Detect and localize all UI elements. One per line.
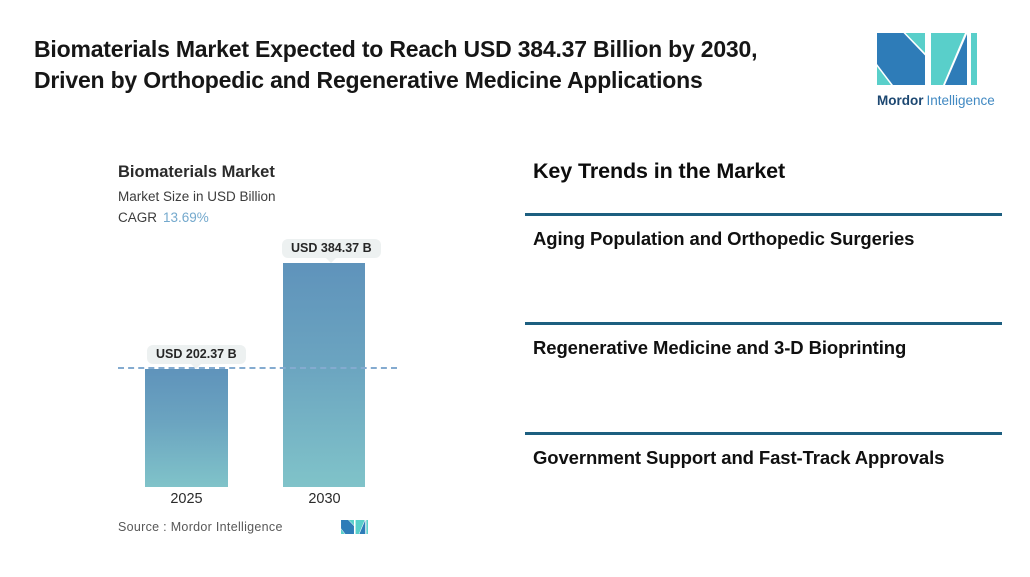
trend-divider (525, 432, 1002, 435)
cagr-label: CAGR (118, 210, 158, 225)
trend-row (525, 432, 1002, 472)
trend-label: Regenerative Medicine and 3-D Bioprinting (533, 337, 907, 358)
trends-heading: Key Trends in the Market (533, 159, 786, 183)
chart-cagr (118, 210, 209, 225)
chart-subtitle: Market Size in USD Billion (118, 189, 276, 204)
trend-row (525, 213, 1002, 253)
trend-label: Aging Population and Orthopedic Surgeries (533, 228, 915, 249)
bar-2025 (145, 369, 228, 487)
bar-2030 (283, 263, 365, 487)
brand-logo (877, 33, 995, 108)
source-note: Source : Mordor Intelligence (118, 520, 283, 534)
trend-divider (525, 322, 1002, 325)
brand-wordmark (877, 93, 995, 108)
trend-divider (525, 213, 1002, 216)
value-callout-2025: USD 202.37 B (147, 345, 246, 364)
page-title-line2: Driven by Orthopedic and Regenerative Medicine Applications (34, 67, 703, 93)
trend-row (525, 322, 1002, 362)
axis-label-2025: 2025 (170, 491, 203, 507)
mordor-intelligence-logo-icon (877, 33, 977, 85)
brand-name-light: Intelligence (926, 93, 995, 108)
trend-label: Government Support and Fast-Track Approvals (533, 447, 945, 468)
page-title (34, 34, 874, 96)
value-callout-2030: USD 384.37 B (282, 239, 381, 258)
chart-title: Biomaterials Market (118, 163, 275, 181)
brand-name-bold: Mordor (877, 93, 924, 108)
cagr-value: 13.69% (163, 210, 209, 225)
page-title-line1: Biomaterials Market Expected to Reach USD 384.37 Billion by 2030, (34, 36, 758, 62)
mordor-intelligence-mark-icon (341, 520, 368, 534)
mini-logo (341, 520, 368, 539)
axis-label-2030: 2030 (308, 491, 341, 507)
reference-dashed-line (118, 367, 397, 369)
